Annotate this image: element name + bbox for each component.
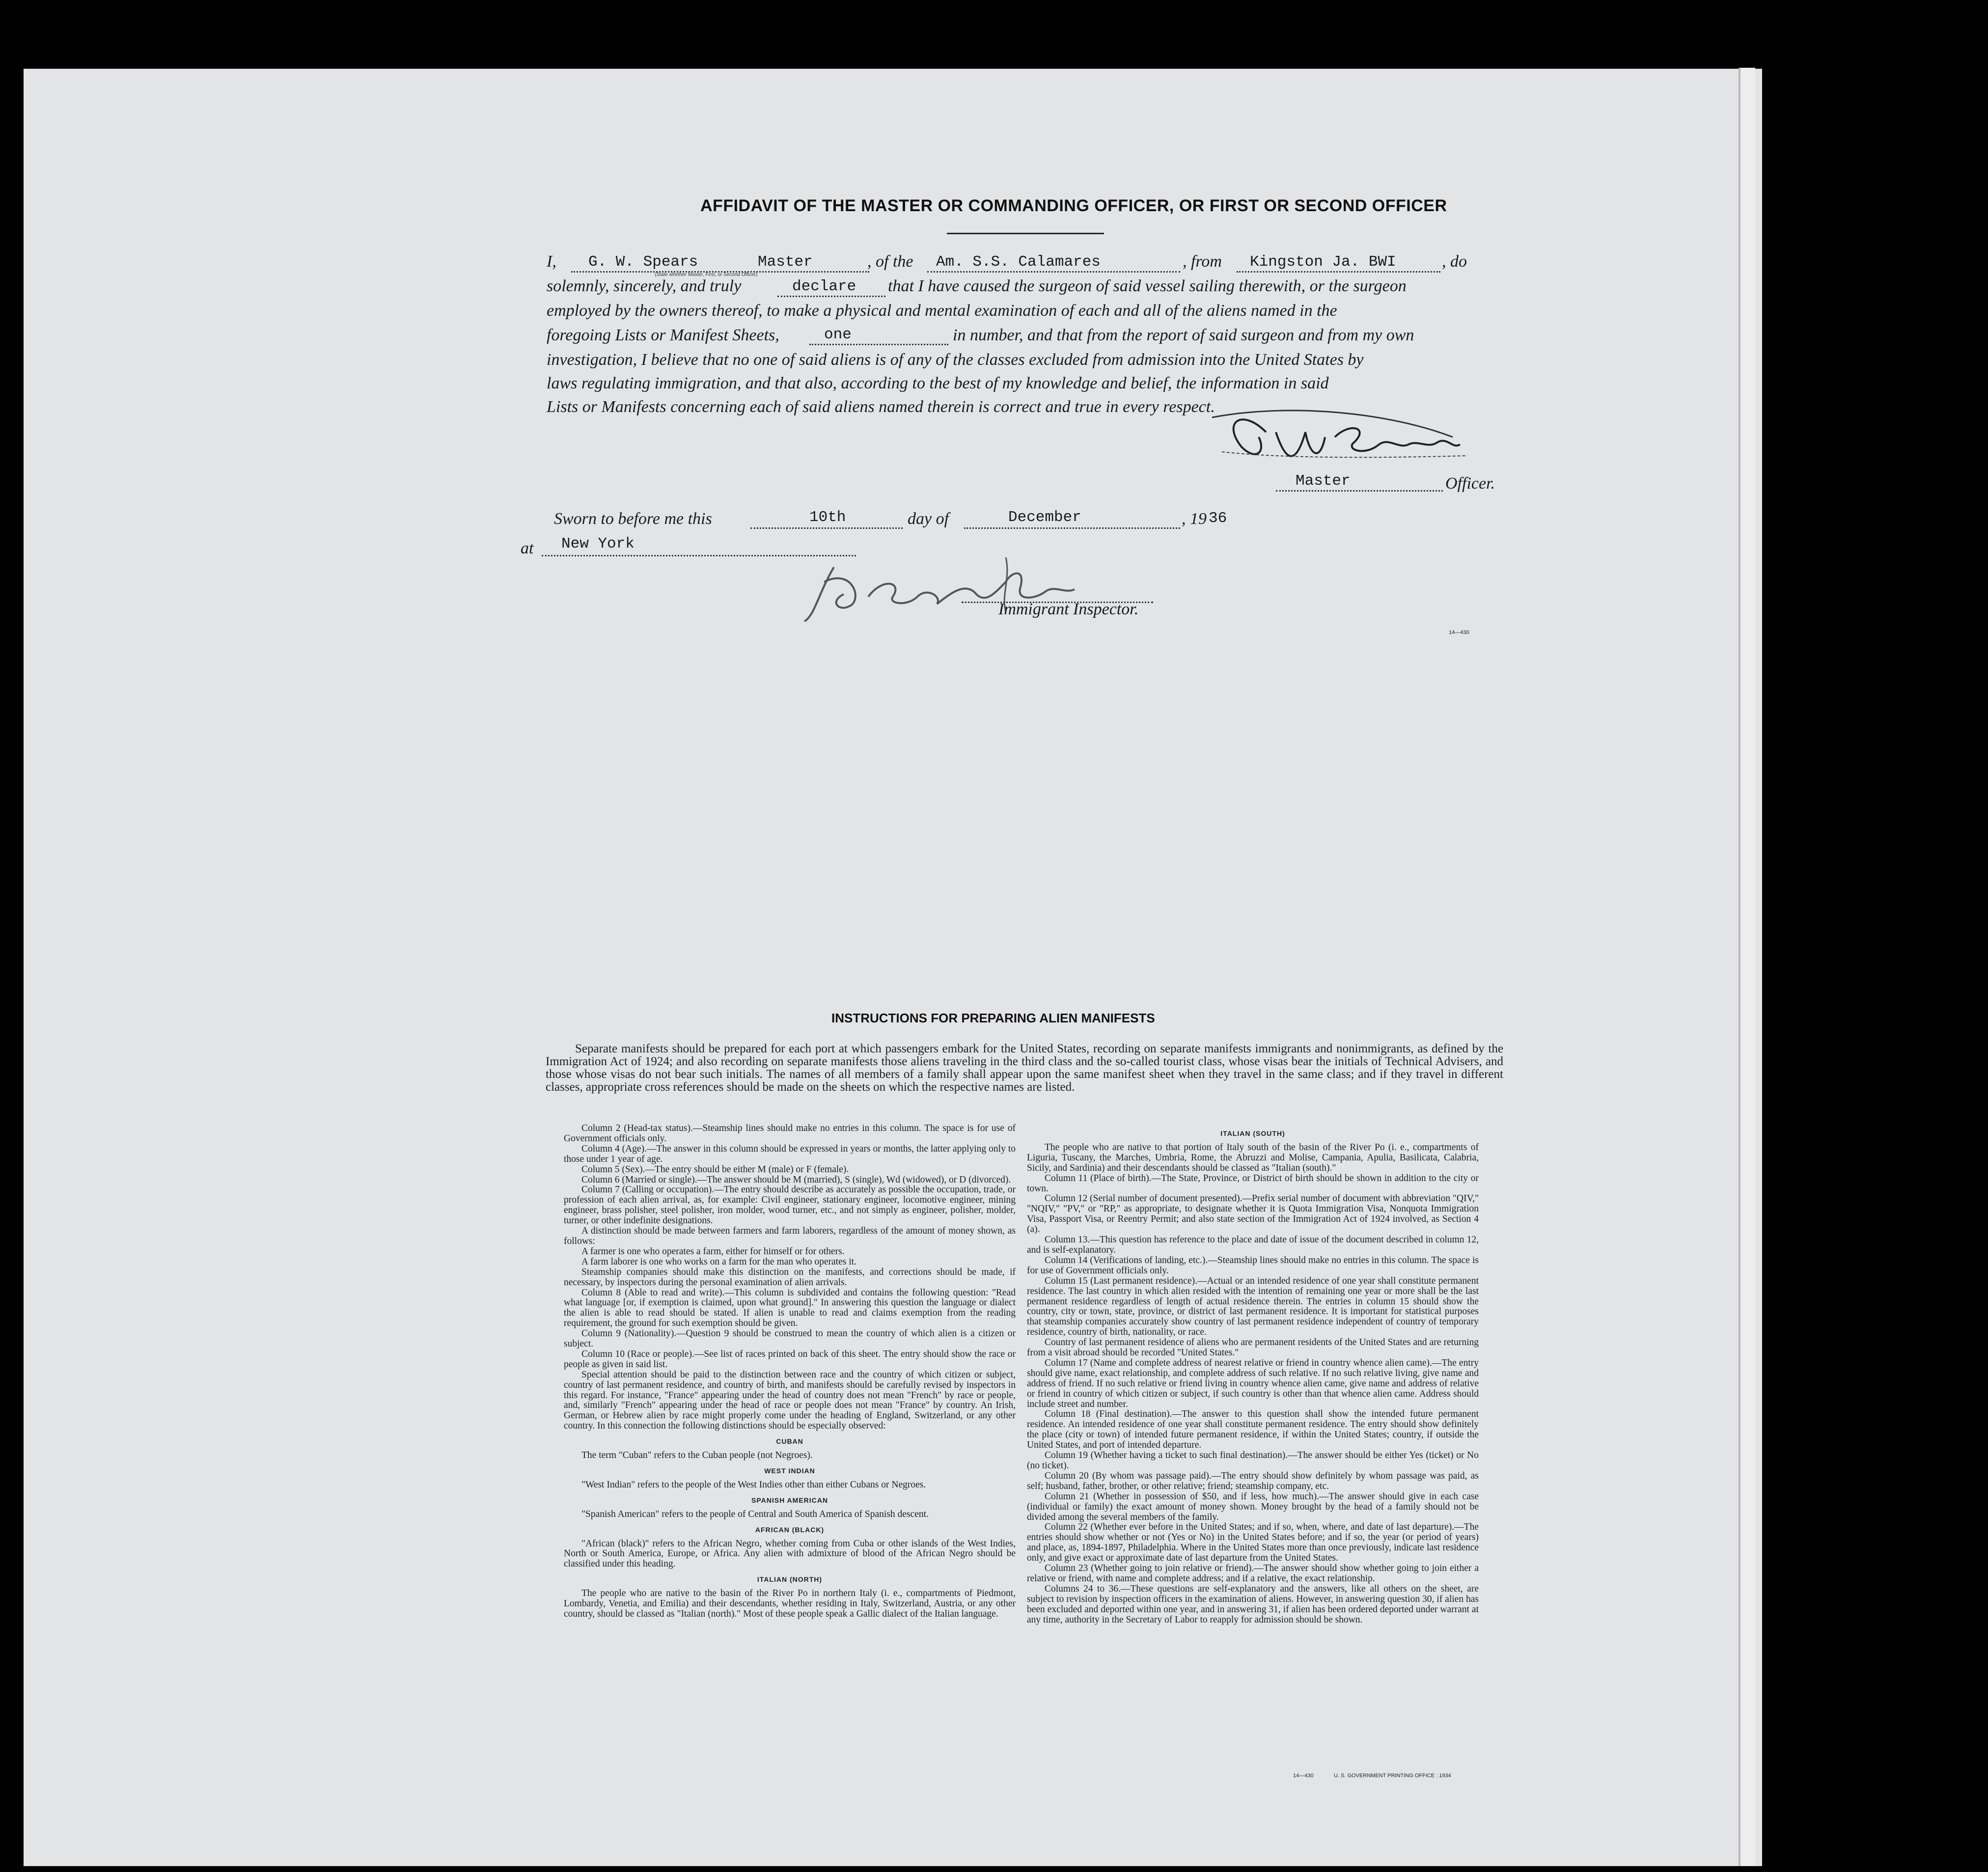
master-rank: Master: [758, 253, 813, 271]
instructions-title: INSTRUCTIONS FOR PREPARING ALIEN MANIFESTS: [831, 1011, 1155, 1025]
at-label: at: [521, 539, 534, 557]
form-number: 14—430: [1449, 630, 1469, 635]
section-heading: ITALIAN (SOUTH): [1220, 1129, 1285, 1137]
declaration-word: declare: [792, 278, 856, 295]
affidavit-line-4-pre: foregoing Lists or Manifest Sheets,: [547, 326, 779, 344]
affidavit-line-1-do: , do: [1442, 252, 1467, 271]
vessel-field-dots: [927, 271, 1180, 273]
instruction-paragraph: Column 2 (Head-tax status).—Steamship lines should make no entries in this column. The space is for use of Government officials only.: [564, 1123, 1016, 1144]
instruction-paragraph: Column 23 (Whether going to join relative or friend).—The answer should show whether going to join either a relative or friend, with name and complete address; and if a relative, the exact relationship.: [1027, 1563, 1479, 1584]
instruction-paragraph: Column 4 (Age).—The answer in this column should be expressed in years or months, the latter applying only to those under 1 year of age.: [564, 1143, 1016, 1164]
instruction-paragraph: "West Indian" refers to the people of the West Indies other than either Cubans or Negroes.: [581, 1479, 926, 1490]
instruction-paragraph: Column 13.—This question has reference to the place and date of issue of the document described in column 12, and is self-explanatory.: [1027, 1235, 1479, 1255]
instruction-paragraph: Column 21 (Whether in possession of $50, and if less, how much).—The answer should give in each case (individual or family) the exact amount of money shown. Money brought by the head of a family should not be divided among the several members of the family.: [1027, 1491, 1479, 1522]
instruction-paragraph: The people who are native to that portion of Italy south of the basin of the River Po (i. e., compartments of Liguria, Tuscany, the Marches, Umbria, Rome, the Abruzzi and Molise, Campania, Apulia, Basilicata, Calabria, Sicily, and Sardinia) and their descendants should be classed as "Italian (south).": [1027, 1142, 1479, 1173]
officer-suffix: Officer.: [1445, 474, 1495, 493]
affidavit-line-1-pre: I,: [547, 252, 556, 271]
section-heading: ITALIAN (NORTH): [757, 1575, 823, 1584]
instruction-paragraph: Column 6 (Married or single).—The answer should be M (married), S (single), Wd (widowed), or D (divorced).: [581, 1174, 1011, 1185]
instruction-paragraph: "African (black)" refers to the African Negro, whether coming from Cuba or other islands of the West Indies, North or South America, Europe, or Africa. Any alien with admixture of blood of the African Negro should be classified under this heading.: [564, 1538, 1016, 1569]
sworn-pre: Sworn to before me this: [554, 510, 712, 528]
instruction-paragraph: Steamship companies should make this distinction on the manifests, and corrections should be made, if necessary, by inspectors during the personal examination of alien arrivals.: [564, 1266, 1016, 1288]
sworn-day-of: day of: [908, 510, 949, 528]
punch-hole: [1919, 1185, 1944, 1210]
affidavit-line-5: investigation, I believe that no one of said aliens is of any of the classes excluded from admission into the United States by: [547, 351, 1364, 369]
instruction-paragraph: Column 20 (By whom was passage paid).—The entry should show definitely by whom passage was paid, as self; husband, father, brother, or other relative; friend; steamship company, etc.: [1027, 1470, 1479, 1491]
affidavit-line-1-of-the: , of the: [867, 252, 913, 271]
instruction-paragraph: A farmer is one who operates a farm, either for himself or for others.: [581, 1246, 845, 1257]
section-heading: CUBAN: [776, 1437, 803, 1446]
affidavit-line-2-post: that I have caused the surgeon of said vessel sailing therewith, or the surgeon: [888, 277, 1407, 295]
sworn-day-dots: [750, 527, 903, 529]
from-port: Kingston Ja. BWI: [1250, 253, 1396, 271]
punch-hole: [1919, 619, 1947, 646]
declare-field-dots: [777, 296, 885, 297]
sworn-day: 10th: [809, 509, 846, 526]
paper-edge: [1739, 68, 1755, 1866]
punch-hole: [1919, 701, 1947, 728]
instruction-paragraph: Column 17 (Name and complete address of nearest relative or friend in country whence alien came).—The entry should give name, exact relationship, and complete address of such relative. If no such relative living, give name and address of friend. If no such relative or friend living in country whence alien came, give name and address of relative or friend in country of which citizen or subject, if such country is other than that whence alien came. Address should include street and number.: [1027, 1357, 1479, 1409]
title-rule: [947, 233, 1104, 234]
affidavit-line-2-pre: solemnly, sincerely, and truly: [547, 277, 742, 295]
instruction-paragraph: Column 7 (Calling or occupation).—The entry should describe as accurately as possible the occupation, trade, or profession of each alien arrival, as, for example: Civil engineer, stationary engineer, locomotive engineer, mining engineer, brass polisher, steel polisher, iron molder, wood turner, etc., and not simply as engineer, polisher, molder, turner, or other indefinite designations.: [564, 1184, 1016, 1226]
instruction-paragraph: Column 22 (Whether ever before in the United States; and if so, when, where, and date of last departure).—The entries should show whether or not (Yes or No) in the United States before; and if so, the year (or period of years) and place, as, 1894-1897, Philadelphia. Where in the United States more than once previously, indicate last residence only, and give exact or approximate date of last departure from the United States.: [1027, 1522, 1479, 1564]
punch-hole: [1919, 364, 1947, 392]
instruction-paragraph: The term "Cuban" refers to the Cuban people (not Negroes).: [581, 1450, 813, 1461]
instruction-paragraph: Column 15 (Last permanent residence).—Actual or an intended residence of one year shall constitute permanent residence. The last country in which alien resided with the intention of remaining one year or more shall be the last permanent residence regardless of length of actual residence therein. The entries in column 15 should show the country, city or town, state, province, or district of last permanent residence. It is important for statistical purposes that steamship companies accurately show country of last permanent residence independent of country of temporary residence, country of birth, nationality, or race.: [1027, 1275, 1479, 1338]
instruction-paragraph: Column 5 (Sex).—The entry should be either M (male) or F (female).: [581, 1164, 849, 1175]
sworn-year-prefix: , 19: [1182, 510, 1207, 528]
footer-printing-office: U. S. GOVERNMENT PRINTING OFFICE : 1934: [1334, 1773, 1451, 1779]
signed-rank-dots: [1276, 490, 1443, 492]
sworn-month: December: [1008, 509, 1081, 526]
count-field-dots: [809, 344, 948, 345]
sworn-year: 36: [1209, 510, 1227, 527]
instruction-paragraph: Column 14 (Verifications of landing, etc.).—Steamship lines should make no entries in this column. The space is for use of Government officials only.: [1027, 1255, 1479, 1276]
instruction-paragraph: Column 8 (Able to read and write).—This column is subdivided and contains the following question: "Read what language [or, if exemption is claimed, upon what ground]." In answering this question the language or dialect the alien is able to read should be stated. If alien is unable to read and claims exemption from the reading requirement, the ground for such exemption should be given.: [564, 1287, 1016, 1329]
section-heading: WEST INDIAN: [764, 1467, 815, 1475]
section-heading: SPANISH AMERICAN: [751, 1496, 828, 1504]
affidavit-line-3: employed by the owners thereof, to make a physical and mental examination of each and all of the aliens named in the: [547, 302, 1337, 320]
instructions-left-column: [564, 1124, 1016, 1620]
instructions-right-column: [1027, 1124, 1479, 1625]
sheet-count: one: [824, 326, 852, 343]
section-heading: AFRICAN (BLACK): [755, 1525, 825, 1534]
instruction-paragraph: A distinction should be made between farmers and farm laborers, regardless of the amount of money shown, as follows:: [564, 1226, 1016, 1246]
master-name: G. W. Spears: [588, 253, 698, 271]
sworn-place: New York: [561, 535, 635, 552]
instruction-paragraph: A farm laborer is one who works on a farm for the man who operates it.: [581, 1256, 856, 1267]
affidavit-line-7: Lists or Manifests concerning each of said aliens named therein is correct and true in every respect.: [547, 398, 1215, 416]
punch-hole: [1919, 1522, 1944, 1546]
instruction-paragraph: Column 19 (Whether having a ticket to such final destination).—The answer should be either Yes (ticket) or No (no ticket).: [1027, 1450, 1479, 1471]
affidavit-title: AFFIDAVIT OF THE MASTER OR COMMANDING OFFICER, OR FIRST OR SECOND OFFICER: [700, 196, 1447, 215]
affidavit-line-6: laws regulating immigration, and that also, according to the best of my knowledge and belief, the information in said: [547, 374, 1329, 392]
instruction-paragraph: Column 10 (Race or people).—See list of races printed on back of this sheet. The entry should show the race or people as given in said list.: [564, 1349, 1016, 1370]
instruction-paragraph: Column 18 (Final destination).—The answer to this question shall show the intended future permanent residence. An intended residence of one year shall constitute permanent residence. The entry should show definitely the place (city or town) of intended future permanent residence, if within the United States; country, if outside the United States, and port of intended departure.: [1027, 1409, 1479, 1451]
signed-rank: Master: [1296, 472, 1351, 490]
instruction-paragraph: The people who are native to the basin of the River Po in northern Italy (i. e., compartments of Piedmont, Lombardy, Venetia, and Emilia) and their descendants, whether residing in Italy, Switzerland, Austria, or any other country, should be classed as "Italian (north)." Most of these people speak a Gallic dialect of the Italian language.: [564, 1588, 1016, 1619]
instruction-paragraph: Column 11 (Place of birth).—The State, Province, or District of birth should be shown in addition to the city or town.: [1027, 1173, 1479, 1194]
instruction-paragraph: Special attention should be paid to the distinction between race and the country of which citizen or subject, country of last permanent residence, and country of birth, and manifests should be carefully revised by inspectors in this regard. For instance, "France" appearing under the head of country does not mean "French" by race or people, and, similarly "French" appearing under the head of race or people does not mean "France" by country. An Irish, German, or Hebrew alien by race might properly come under the heading of England, Switzerland, or any other country. In this connection the following distinctions should be especially observed:: [564, 1369, 1016, 1432]
punch-hole: [1919, 1604, 1944, 1628]
officer-note: (State whether Master, First, or Second Officer): [655, 272, 758, 277]
affidavit-line-4-post: in number, and that from the report of said surgeon and from my own: [953, 326, 1414, 344]
instruction-paragraph: Country of last permanent residence of aliens who are permanent residents of the United States and are returning from a visit abroad should be recorded "United States.": [1027, 1337, 1479, 1358]
manifest-page: [24, 69, 1762, 1866]
punch-hole: [1919, 1268, 1944, 1293]
punch-hole: [1919, 283, 1947, 310]
footer-form-number: 14—430: [1293, 1773, 1314, 1779]
instructions-intro: Separate manifests should be prepared for each port at which passengers embark for the United States, recording on separate manifests immigrants and nonimmigrants, as defined by the Immigration Act of 1924; and also recording on separate manifests those aliens traveling in the third class and the so-called tourist class, whose visas bear the initials of Technical Advisers, and those whose visas do not bear such initials. The names of all members of a family shall appear upon the same manifest sheet when they travel in the same class; and if they travel in different classes, appropriate cross references should be made on the sheets on which the respective names are listed.: [546, 1042, 1503, 1094]
from-field-dots: [1237, 271, 1440, 273]
instruction-paragraph: Column 9 (Nationality).—Question 9 should be construed to mean the country of which alien is a citizen or subject.: [564, 1328, 1016, 1349]
instruction-paragraph: Column 12 (Serial number of document presented).—Prefix serial number of document with abbreviation "QIV," "NQIV," "PV," or "RP," as appropriate, to designate whether it is Quota Immigration Visa, Nonquota Immigration Visa, Passport Visa, or Reentry Permit; and also state section of the Immigration Act of 1924 involved, as Section 4 (a).: [1027, 1193, 1479, 1235]
instruction-paragraph: Columns 24 to 36.—These questions are self-explanatory and the answers, like all others on the sheet, are subject to revision by inspection officers in the examination of aliens. However, in answering question 30, if alien has been excluded and deported within one year, and in answering 31, if alien has been ordered deported under warrant at any time, authority in the Secretary of Labor to reapply for admission should be shown.: [1027, 1583, 1479, 1625]
sworn-month-dots: [964, 527, 1180, 529]
inspector-label: Immigrant Inspector.: [998, 600, 1139, 618]
instruction-paragraph: "Spanish American" refers to the people of Central and South America of Spanish descent.: [581, 1509, 929, 1519]
affidavit-line-1-from: , from: [1183, 252, 1222, 271]
vessel-name: Am. S.S. Calamares: [936, 253, 1101, 271]
